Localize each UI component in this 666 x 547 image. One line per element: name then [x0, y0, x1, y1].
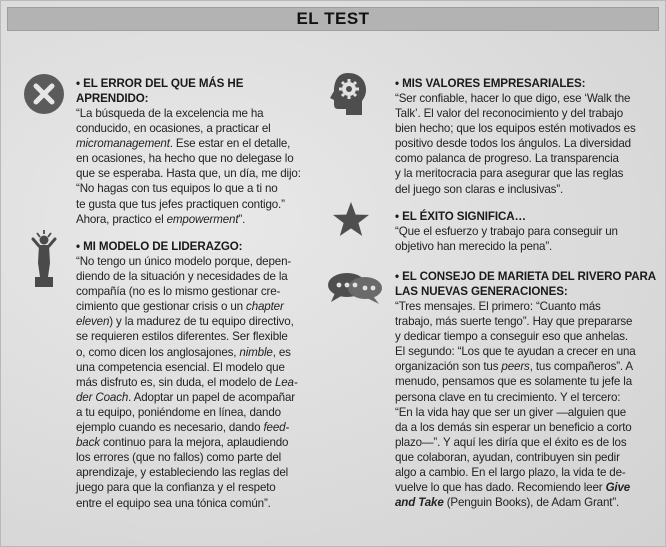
- section-heading-line-2: LAS NUEVAS GENERACIONES:: [395, 285, 568, 298]
- text-line: [395, 420, 657, 435]
- emphasis-text: Give: [605, 481, 631, 495]
- speech-bubbles-icon: [327, 271, 383, 305]
- text-run: “No tengo un único modelo porque, depen-: [76, 255, 292, 268]
- section-error: [76, 76, 316, 227]
- text-line: [395, 151, 657, 166]
- text-line: [395, 450, 657, 465]
- text-run: como palanca de progreso. La transparencia: [395, 152, 619, 166]
- text-line: [76, 480, 316, 495]
- text-line: [395, 136, 657, 151]
- text-line: [76, 121, 316, 136]
- section-leadership: [76, 239, 316, 511]
- text-line: [395, 344, 657, 359]
- text-run: bien hecho; que los equipos estén motivados es: [395, 122, 636, 136]
- text-run: ejemplo cuando es necesario, dando: [76, 421, 264, 435]
- emphasis-text: and Take: [395, 496, 444, 510]
- text-run: que se esperaba. Hasta que, un día, me dijo:: [76, 167, 301, 181]
- text-line: [395, 405, 657, 420]
- text-run: ) y la madurez de tu equipo directivo,: [109, 315, 294, 329]
- text-run: (Penguin Books), de Adam Grant”.: [443, 496, 620, 510]
- emphasis-text: back: [76, 436, 100, 450]
- text-line: [76, 329, 316, 344]
- emphasis-text: feed-: [263, 421, 290, 435]
- text-line: [76, 254, 316, 269]
- emphasis-text: chapter: [246, 300, 284, 314]
- text-line: [395, 299, 657, 314]
- text-line: [76, 136, 316, 151]
- section-body: [76, 106, 316, 227]
- text-line: [76, 435, 316, 450]
- text-run: “La búsqueda de la excelencia me ha: [76, 107, 264, 120]
- text-line: [76, 405, 316, 420]
- text-line: [76, 269, 316, 284]
- text-run: algo a cambio. En el largo plazo, la vida te de-: [395, 466, 626, 480]
- text-run: en ocasiones, ha hecho que no delegase lo: [76, 152, 294, 166]
- text-line: [76, 197, 316, 212]
- text-line: [395, 465, 657, 480]
- section-body: [76, 254, 316, 511]
- text-run: cimiento que gestionar crisis o un: [76, 300, 247, 314]
- text-line: [76, 212, 316, 227]
- text-run: trabajo, más suerte tengo”. Hay que prepararse: [395, 315, 633, 329]
- text-line: [76, 106, 316, 121]
- text-line: [395, 91, 657, 106]
- text-line: [76, 166, 316, 181]
- text-line: [76, 450, 316, 465]
- page-title: EL TEST: [296, 9, 370, 28]
- text-line: [76, 151, 316, 166]
- section-heading: • MIS VALORES EMPRESARIALES:: [395, 77, 586, 90]
- text-run: Talk’. El valor del reconocimiento y del trabajo: [395, 107, 624, 121]
- text-run: compañía (no es lo mismo gestionar cre-: [76, 285, 281, 299]
- text-run: organización son tus: [395, 360, 502, 374]
- text-line: [76, 375, 316, 390]
- text-run: vuelve lo que has dado. Recomiendo leer: [395, 481, 606, 495]
- text-run: da a los demás sin esperar un beneficio a corto: [395, 420, 632, 434]
- text-run: “Ser confiable, hacer lo que digo, ese ‘Walk the: [395, 92, 631, 105]
- text-run: persona clave en tu crecimiento. Y el tercero:: [395, 390, 621, 404]
- text-run: , es: [272, 345, 291, 359]
- text-run: El segundo: “Los que te ayudan a crecer en una: [395, 345, 636, 359]
- text-run: conducido, en ocasiones, a practicar el: [76, 122, 271, 136]
- section-advice: [395, 269, 657, 510]
- text-run: te gusta que tus jefes practiquen contigo.”: [76, 197, 285, 211]
- text-line: [76, 345, 316, 360]
- award-trophy-icon: [29, 229, 59, 289]
- text-line: [76, 390, 316, 405]
- text-run: juego para que la confianza y el respeto: [76, 481, 276, 495]
- text-run: “Tres mensajes. El primero: “Cuanto más: [395, 300, 601, 313]
- section-heading: • EL ÉXITO SIGNIFICA…: [395, 210, 527, 223]
- emphasis-text: peers: [501, 360, 530, 374]
- emphasis-text: empowerment: [166, 212, 239, 226]
- x-circle-icon: [23, 73, 65, 115]
- emphasis-text: nimble: [239, 345, 273, 359]
- emphasis-text: eleven: [76, 315, 110, 329]
- emphasis-text: der Coach: [76, 390, 129, 404]
- text-line: [395, 435, 657, 450]
- text-run: . Adoptar un papel de acompañar: [128, 390, 295, 404]
- text-line: [76, 360, 316, 375]
- text-line: [395, 166, 657, 181]
- gear-head-icon: [328, 71, 368, 117]
- text-run: se requieren estilos diferentes. Ser flexible: [76, 330, 288, 344]
- text-run: menudo, pensamos que es solamente tu jefe la: [395, 375, 633, 389]
- text-run: o, como dicen los anglosajones,: [76, 345, 240, 359]
- text-run: “Que el esfuerzo y trabajo para conseguir un: [395, 225, 618, 238]
- text-run: entre el equipo sea una tónica común”.: [76, 496, 271, 510]
- text-run: . Ese estar en el detalle,: [169, 137, 291, 151]
- text-run: a tu equipo, poniéndome en línea, dando: [76, 405, 281, 419]
- text-line: [395, 390, 657, 405]
- text-line: [76, 465, 316, 480]
- text-line: [395, 314, 657, 329]
- title-bar: [7, 7, 659, 31]
- text-line: [395, 239, 657, 254]
- star-icon: [332, 201, 370, 239]
- text-run: objetivo han merecido la pena”.: [395, 240, 553, 254]
- text-run: una competencia esencial. El modelo que: [76, 360, 285, 374]
- text-line: [395, 224, 657, 239]
- text-run: del juego son claras e inclusivas”.: [395, 182, 564, 196]
- text-line: [395, 480, 657, 495]
- text-line: [76, 284, 316, 299]
- text-run: y la meritocracia para asegurar que las reglas: [395, 167, 624, 181]
- text-run: los errores (que no fallos) como parte del: [76, 451, 282, 465]
- text-run: y dedicar tiempo a conseguir eso que anhelas.: [395, 330, 629, 344]
- text-run: plazo—”. Y aquí les diría que el éxito es de los: [395, 435, 627, 449]
- text-line: [76, 496, 316, 511]
- section-body: [395, 299, 657, 510]
- text-line: [395, 329, 657, 344]
- emphasis-text: micromanagement: [76, 137, 170, 151]
- emphasis-text: Lea-: [274, 375, 298, 389]
- text-run: diendo de la situación y necesidades de la: [76, 270, 288, 284]
- text-line: [395, 359, 657, 374]
- text-run: “En la vida hay que ser un giver —alguien que: [395, 405, 627, 419]
- text-line: [76, 299, 316, 314]
- text-run: ”.: [238, 212, 246, 226]
- text-line: [395, 182, 657, 197]
- section-heading: • MI MODELO DE LIDERAZGO:: [76, 240, 243, 253]
- text-run: aprendizaje, y estableciendo las reglas del: [76, 466, 289, 480]
- section-values: [395, 76, 657, 197]
- text-line: [76, 314, 316, 329]
- section-body: [395, 91, 657, 197]
- text-run: , tus compañeros”. A: [529, 360, 634, 374]
- section-body: [395, 224, 657, 254]
- section-heading-line-1: • EL CONSEJO DE MARIETA DEL RIVERO PARA: [395, 270, 657, 283]
- text-run: más disfruto es, sin duda, el modelo de: [76, 375, 275, 389]
- text-run: Ahora, practico el: [76, 212, 167, 226]
- text-run: que colaboran, ayudan, contribuyen sin pedir: [395, 450, 620, 464]
- text-line: [395, 121, 657, 136]
- text-line: [395, 495, 657, 510]
- text-run: “No hagas con tus equipos lo que a ti no: [76, 182, 278, 196]
- text-line: [76, 181, 316, 196]
- text-run: continuo para la mejora, aplaudiendo: [99, 436, 289, 450]
- text-line: [395, 374, 657, 389]
- text-run: positivo desde todos los ángulos. La diversidad: [395, 137, 631, 151]
- section-success: [395, 209, 657, 254]
- section-heading: • EL ERROR DEL QUE MÁS HE APRENDIDO:: [76, 77, 244, 105]
- text-line: [395, 106, 657, 121]
- text-line: [76, 420, 316, 435]
